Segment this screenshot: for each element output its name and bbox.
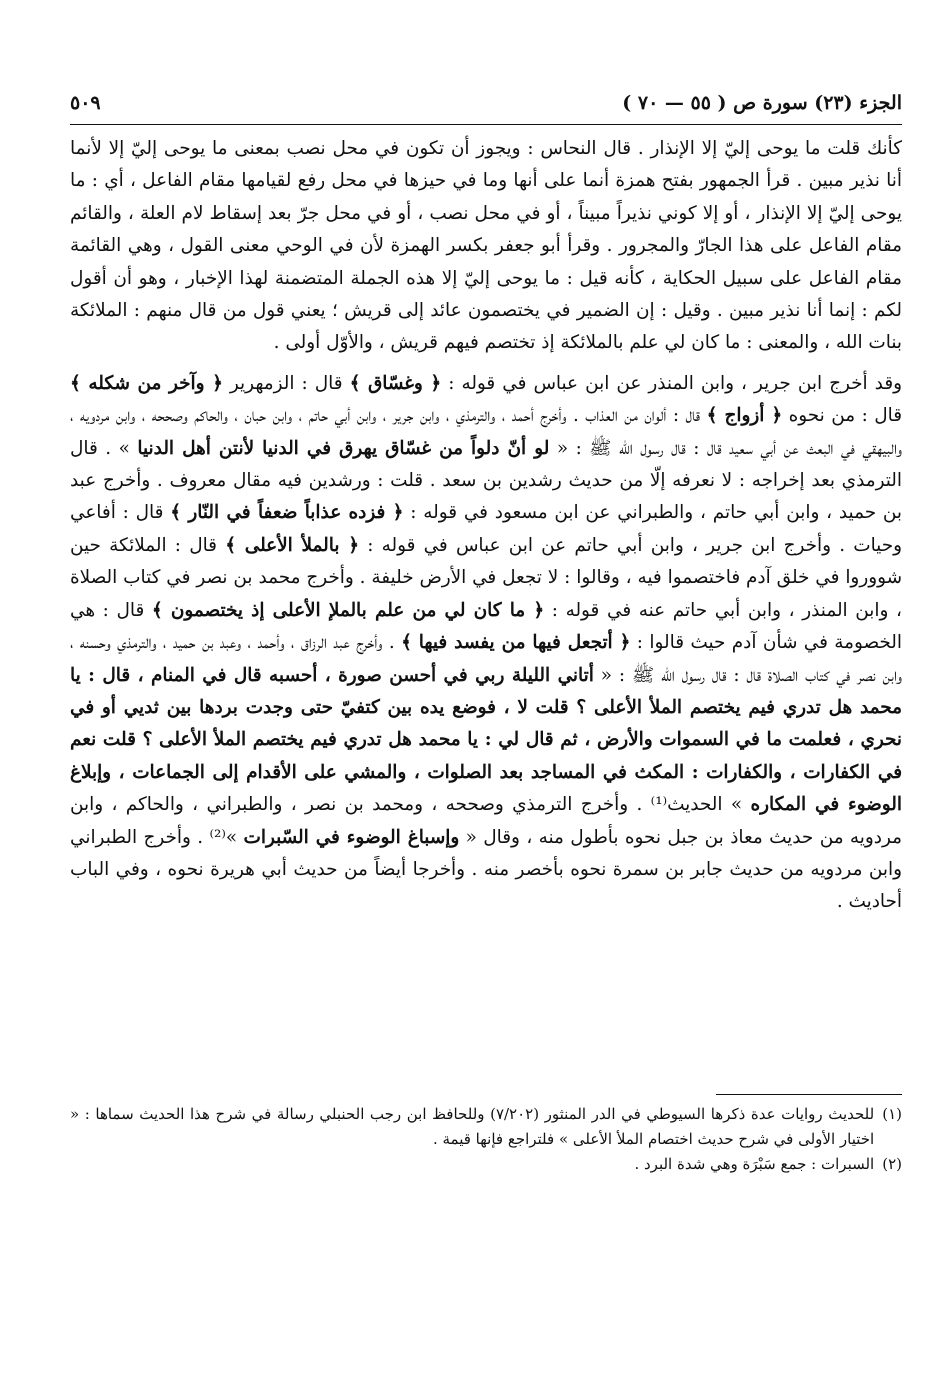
quoted-text: ﴿ وغسّاق ﴾ [349,372,442,394]
quoted-text: لو أنّ دلواً من غسّاق يهرق في الدنيا لأنتن أهل الدنيا [137,437,550,459]
commentary-text: . وأخرج عبد الرزاق ، وأحمد ، وعبد بن حميد ، والترمذي وحسنه ، وابن نصر في كتاب الصلاة قال : قال رسول الله ﷺ : « [70,632,902,686]
footnote-2-number: (٢) [882,1155,902,1173]
commentary-text: » الحديث⁽¹⁾ . وأخرج الترمذي وصححه ، ومحمد بن نصر ، والطبراني ، والحاكم ، وابن مردويه من حديث معاذ بن جبل نحوه بأطول منه ، وقال « [70,794,902,848]
commentary-text: قال : ألوان من العذاب . وأخرج أحمد ، والترمذي ، وابن جرير ، وابن أبي حاتم ، وابن حبان ، والحاكم وصححه ، وابن مردويه ، والبيهقي في البعث عن أبي سعيد قال : قال رسول الله ﷺ : « [70,405,902,459]
quoted-text: ﴿ بالملأ الأعلى ﴾ [225,534,359,556]
header-title: الجزء (٢٣) سورة ص ( ٥٥ — ٧٠ ) [622,92,902,114]
page-number: ٥٠٩ [70,92,101,114]
footnote-2 [70,1152,902,1177]
commentary-text: وقد أخرج ابن جرير ، وابن المنذر عن ابن عباس في قوله : [441,372,902,394]
paragraph-1: كأنك قلت ما يوحى إليّ إلا الإنذار . قال النحاس : ويجوز أن تكون في محل نصب بمعنى ما يوحى إليّ إلا لأنما أنا نذير مبين . قرأ الجمهور بفتح همزة أنما على أنها وما في حيزها في محل رفع لقيامها مقام الفاعل ، أي : ما يوحى إليّ إلا الإنذار ، أو إلا كوني نذيراً مبيناً ، أو في محل نصب ، أو في محل جرّ بعد إسقاط لام العلة ، والقائم مقام الفاعل على هذا الجارّ والمجرور . وقرأ أبو جعفر بكسر الهمزة لأن في الوحي معنى القول ، وهي القائمة مقام الفاعل على سبيل الحكاية ، كأنه قيل : ما يوحى إليّ إلا هذه الجملة المتضمنة لهذا الإخبار ، وهو أن أقول لكم : إنما أنا نذير مبين . وقيل : إن الضمير في يختصمون عائد إلى قريش ؛ يعني قول من قال منهم : الملائكة بنات الله ، والمعنى : ما كان لي علم بالملائكة إذ تختصم فيهم قريش ، والأوّل أولى . [70,138,902,354]
commentary-text: قال : أفاعي وحيات . وأخرج ابن جرير ، وابن أبي حاتم عن ابن عباس في قوله : [70,502,902,556]
quoted-text: ﴿ أزواج ﴾ [706,405,783,427]
commentary-text: قال : هي الخصومة في شأن آدم حيث قالوا : [70,599,902,654]
footnote-1 [70,1102,902,1152]
commentary-text: » . قال الترمذي بعد إخراجه : لا نعرفه إلّا من حديث رشدين بن سعد . قلت : ورشدين فيه مقال معروف . وأخرج عبد بن حميد ، وابن أبي حاتم ، والطبراني عن ابن مسعود في قوله : [70,437,903,524]
footnotes [70,1102,902,1177]
commentary-text: قال : من نحوه [782,405,902,427]
quoted-text: وإسباغ الوضوء في السّبرات [243,826,460,848]
quoted-text: ﴿ فزده عذاباً ضعفاً في النّار ﴾ [170,502,404,524]
footnote-1-text: للحديث روايات عدة ذكرها السيوطي في الدر المنثور (٧/٢٠٢) وللحافظ ابن رجب الحنبلي رسالة في شرح هذا الحديث سماها : « اختيار الأولى في شرح حديث اختصام الملأ الأعلى » فلتراجع فإنها قيمة . [70,1105,875,1148]
footnote-rule [716,1094,902,1095]
commentary-text: قال : الملائكة حين شووروا في خلق آدم فاختصموا فيه ، وقالوا : لا تجعل في الأرض خليفة . وأخرج محمد بن نصر في كتاب الصلاة ، وابن المنذر ، وابن أبي حاتم عنه في قوله : [70,534,902,621]
footnote-2-text: السبرات : جمع سَبْرَة وهي شدة البرد . [634,1155,875,1173]
commentary-text: قال : الزمهرير [222,372,350,394]
footnote-1-number: (١) [882,1105,902,1123]
footnote-area [70,0,902,1373]
quoted-text: ﴿ وآخر من شكله ﴾ [70,372,223,394]
quoted-text: أتاني الليلة ربي في أحسن صورة ، أحسبه قال في المنام ، قال : يا محمد هل تدري فيم يختصم الملأ الأعلى ؟ قلت لا ، فوضع يده بين كتفيّ حتى وجدت بردها بين ثديي أو في نحري ، فعلمت ما في السموات والأرض ، ثم قال لي : يا محمد هل تدري فيم يختصم الملأ الأعلى ؟ قلت نعم في الكفارات ، والكفارات : المكث في المساجد بعد الصلوات ، والمشي على الأقدام إلى الجماعات ، وإبلاغ الوضوء في المكاره [70,664,903,816]
quoted-text: ﴿ ما كان لي من علم بالملإ الأعلى إذ يختصمون ﴾ [151,599,545,621]
quoted-text: ﴿ أتجعل فيها من يفسد فيها ﴾ [401,632,631,654]
commentary-text: »⁽²⁾ . وأخرج الطبراني وابن مردويه من حديث جابر بن سمرة نحوه بأخصر منه . وأخرجا أيضاً من حديث أبي هريرة نحوه ، وفي الباب أحاديث . [70,826,902,913]
